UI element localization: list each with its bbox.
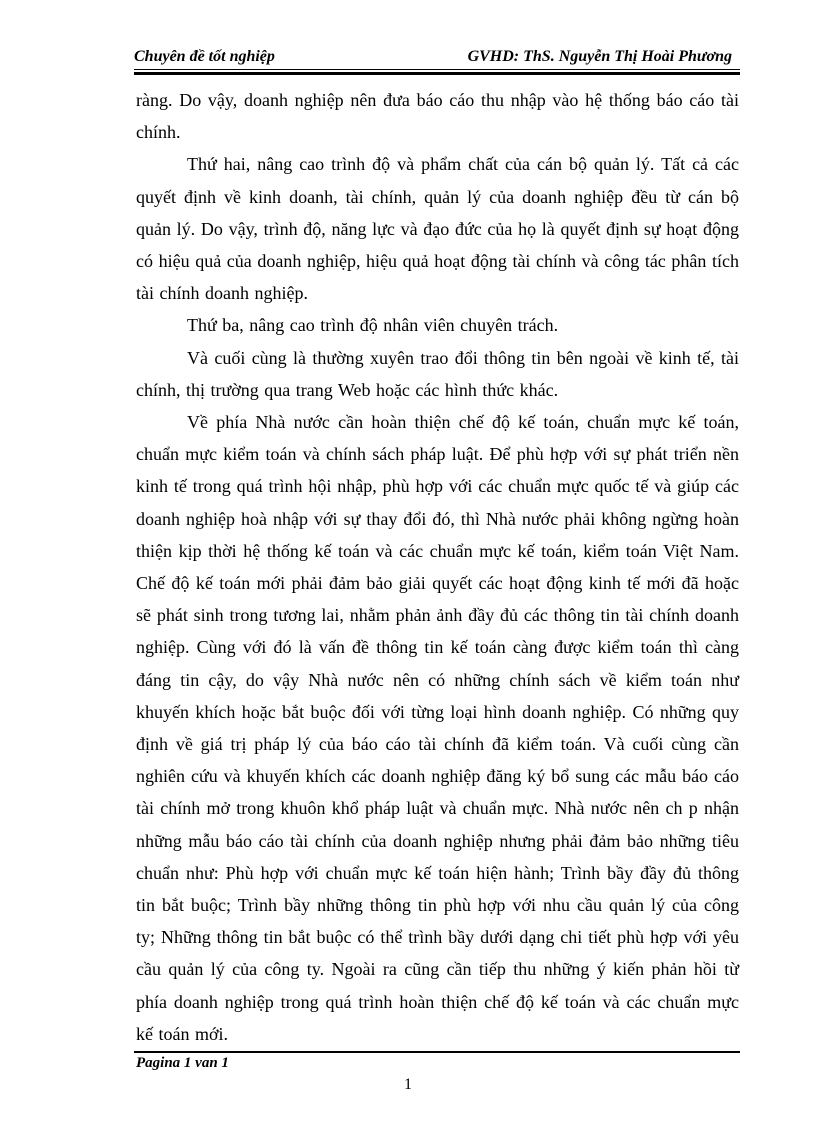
paragraph: Thứ hai, nâng cao trình độ và phẩm chất của cán bộ quản lý. Tất cả các quyết định về kinh doanh, tài chính, quản lý của doanh nghiệp đều từ cán bộ quản lý. Do vậy, trình độ, năng lực và đạo đức của họ là quyết định sự hoạt động có hiệu quả của doanh nghiệp, hiệu quả hoạt động tài chính và công tác phân tích tài chính doanh nghiệp. <box>136 154 739 304</box>
page-body <box>136 84 739 1050</box>
footer-pagination: Pagina 1 van 1 <box>136 1055 229 1071</box>
header-title: Chuyên đề tốt nghiệp <box>134 48 275 65</box>
paragraph: Và cuối cùng là thường xuyên trao đổi thông tin bên ngoài về kinh tế, tài chính, thị trường qua trang Web hoặc các hình thức khác. <box>136 347 739 400</box>
header-advisor: GVHD: ThS. Nguyễn Thị Hoài Phương <box>467 48 732 65</box>
footer-rule <box>134 1051 740 1053</box>
paragraph: ràng. Do vậy, doanh nghiệp nên đưa báo cáo thu nhập vào hệ thống báo cáo tài chính. <box>136 90 739 143</box>
header-rule <box>134 69 740 75</box>
paragraph: Về phía Nhà nước cần hoàn thiện chế độ kế toán, chuẩn mực kế toán, chuẩn mực kiểm toán và chính sách pháp luật. Để phù hợp với sự phát triển nền kinh tế trong quá trình hội nhập, phù hợp với các chuẩn mực quốc tế và giúp các doanh nghiệp hoà nhập với sự thay đổi đó, thì Nhà nước phải không ngừng hoàn thiện kịp thời hệ thống kế toán và các chuẩn mực kế toán, kiểm toán Việt Nam. Chế độ kế toán mới phải đảm bảo giải quyết các hoạt động kinh tế mới đã hoặc sẽ phát sinh trong tương lai, nhằm phản ảnh đầy đủ các thông tin tài chính doanh nghiệp. Cùng với đó là vấn đề thông tin kế toán càng được kiểm toán thì càng đáng tin cậy, do vậy Nhà nước nên có những chính sách về kiểm toán như khuyến khích hoặc bắt buộc đối với từng loại hình doanh nghiệp. Có những quy định về giá trị pháp lý của báo cáo tài chính đã kiểm toán. Và cuối cùng cần nghiên cứu và khuyến khích các doanh nghiệp đăng ký bổ sung các mẫu báo cáo tài chính mở trong khuôn khổ pháp luật và chuẩn mực. Nhà nước nên ch p nhận những mẫu báo cáo tài chính của doanh nghiệp nhưng phải đảm bảo những tiêu chuẩn như: Phù hợp với chuẩn mực kế toán hiện hành; Trình bầy đầy đủ thông tin bắt buộc; Trình bầy những thông tin phù hợp với nhu cầu quản lý của công ty; Những thông tin bắt buộc có thể trình bầy dưới dạng chi tiết phù hợp với yêu cầu quản lý của công ty. Ngoài ra cũng cần tiếp thu những ý kiến phản hồi từ phía doanh nghiệp trong quá trình hoàn thiện chế độ kế toán và các chuẩn mực kế toán mới. <box>136 412 739 1044</box>
page-header <box>134 46 740 68</box>
page-number: 1 <box>404 1076 412 1093</box>
paragraph: Thứ ba, nâng cao trình độ nhân viên chuyên trách. <box>187 315 559 336</box>
